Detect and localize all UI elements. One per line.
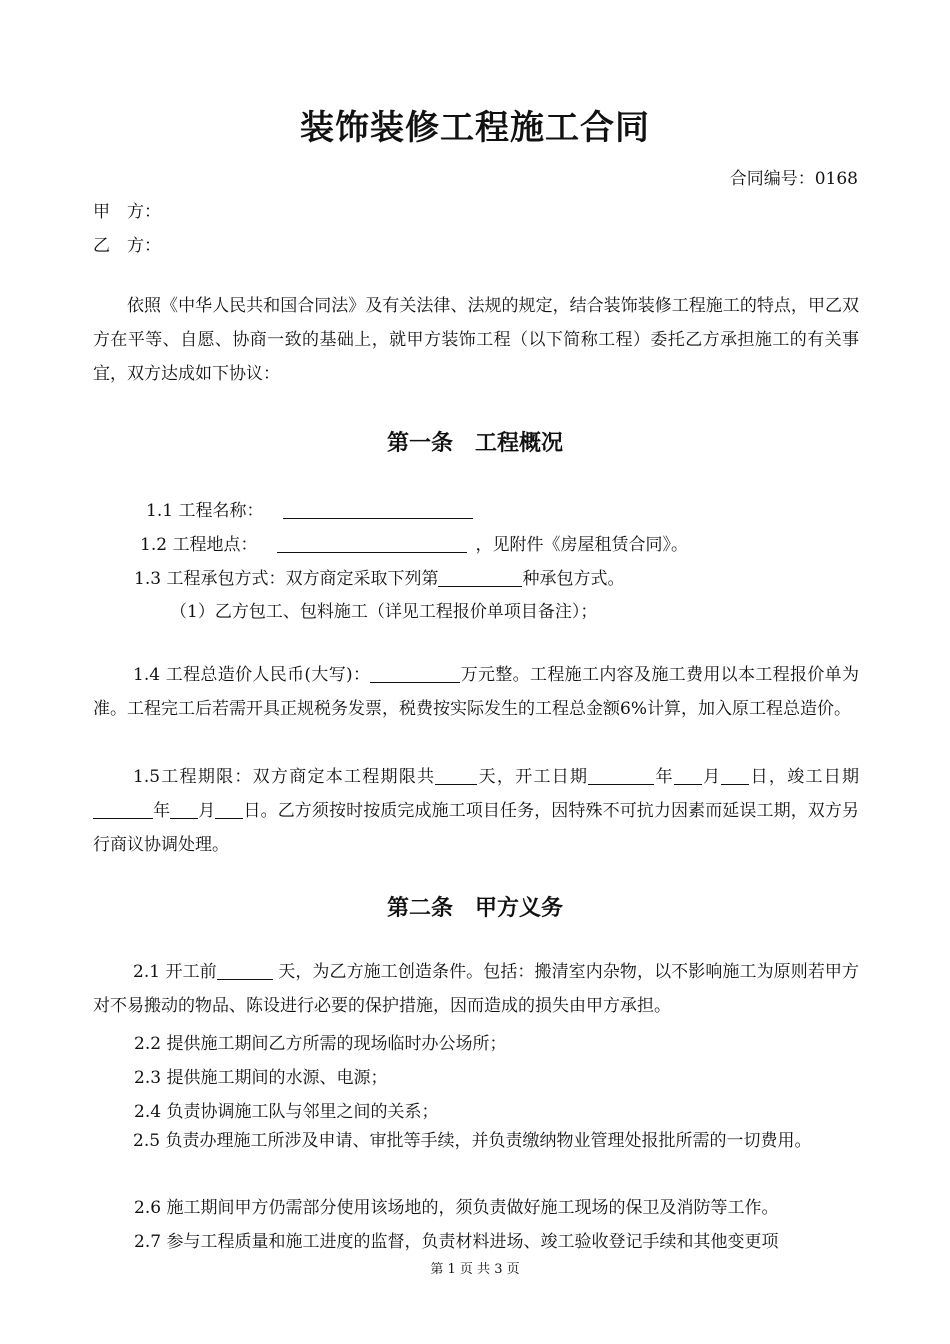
clause-1-5-c: 年 — [654, 767, 674, 787]
clause-2-1-head: 2.1 开工前 — [133, 962, 217, 982]
clause-1-3-option-1: （1）乙方包工、包料施工（详见工程报价单项目备注）； — [170, 602, 598, 622]
start-year-blank — [588, 766, 654, 785]
party-a-label: 甲 方： — [93, 202, 161, 222]
prep-days-blank — [217, 961, 273, 980]
clause-2-5: 2.5 负责办理施工所涉及申请、审批等手续，并负责缴纳物业管理处报批所需的一切费用。 — [133, 1131, 812, 1151]
end-day-blank — [215, 800, 243, 819]
clause-1-4-tail: 万元整。工程施工内容及施工费用以本工程报价单为准。工程完工后若需开具正规税务发票，税费按实际发生的工程总金额6%计算，加入原工程总造价。 — [93, 665, 859, 719]
clause-2-3: 2.3 提供施工期间的水源、电源； — [134, 1068, 388, 1088]
article-1-number: 第一条 — [386, 431, 453, 456]
party-b-label: 乙 方： — [93, 236, 161, 256]
clause-1-2-tail: ，见附件《房屋租赁合同》。 — [475, 535, 688, 555]
clause-1-5-b: 天，开工日期 — [477, 767, 589, 787]
clause-1-3-tail: 种承包方式。 — [522, 569, 625, 589]
clause-1-3 — [134, 564, 624, 589]
clause-1-5-g: 月 — [198, 801, 216, 821]
clause-2-6: 2.6 施工期间甲方仍需部分使用该场地的，须负责做好施工现场的保卫及消防等工作。 — [134, 1198, 779, 1218]
contract-number: 合同编号：0168 — [729, 169, 858, 189]
clause-1-5 — [93, 760, 859, 862]
total-price-blank — [370, 664, 460, 683]
clause-1-5-a: 1.5工程期限：双方商定本工程期限共 — [133, 767, 436, 787]
end-year-blank — [93, 800, 153, 819]
article-2-title: 甲方义务 — [475, 896, 564, 921]
intro-paragraph: 依照《中华人民共和国合同法》及有关法律、法规的规定，结合装饰装修工程施工的特点，甲乙双方在平等、自愿、协商一致的基础上，就甲方装饰工程（以下简称工程）委托乙方承担施工的有关事宜，双方达成如下协议： — [93, 296, 859, 384]
clause-1-4 — [93, 658, 859, 726]
duration-days-blank — [435, 766, 477, 785]
clause-2-2: 2.2 提供施工期间乙方所需的现场临时办公场所； — [134, 1034, 507, 1054]
clause-1-4-head: 1.4 工程总造价人民币(大写)： — [133, 665, 371, 685]
project-location-blank — [277, 534, 467, 553]
clause-1-5-h: 日。乙方须按时按质完成施工项目任务，因特殊不可抗力因素而延误工期，双方另行商议协调处理。 — [93, 801, 860, 855]
page-footer: 第 1 页 共 3 页 — [430, 1262, 520, 1277]
project-name-blank — [283, 500, 473, 519]
clause-1-1 — [146, 496, 473, 521]
clause-1-3-head: 1.3 工程承包方式：双方商定采取下列第 — [134, 569, 439, 589]
clause-2-7: 2.7 参与工程质量和施工进度的监督，负责材料进场、竣工验收登记手续和其他变更项 — [134, 1232, 779, 1252]
article-1-title: 工程概况 — [475, 431, 564, 456]
clause-2-1-tail: 天，为乙方施工创造条件。包括：搬清室内杂物，以不影响施工为原则若甲方对不易搬动的物品、陈设进行必要的保护措施，因而造成的损失由甲方承担。 — [93, 962, 859, 1016]
clause-1-5-e: 日，竣工日期 — [749, 767, 860, 787]
article-2-number: 第二条 — [386, 896, 453, 921]
start-month-blank — [674, 766, 702, 785]
document-title: 装饰装修工程施工合同 — [300, 108, 650, 148]
clause-1-2-label: 1.2 工程地点： — [140, 535, 258, 555]
contract-mode-blank — [438, 568, 522, 587]
article-2-heading — [0, 891, 950, 922]
start-day-blank — [721, 766, 749, 785]
clause-2-1 — [93, 955, 859, 1023]
article-1-heading — [0, 426, 950, 457]
clause-1-1-label: 1.1 工程名称： — [146, 501, 264, 521]
clause-1-5-f: 年 — [153, 801, 171, 821]
clause-2-4: 2.4 负责协调施工队与邻里之间的关系； — [134, 1102, 439, 1122]
clause-1-2 — [140, 530, 688, 555]
end-month-blank — [170, 800, 198, 819]
clause-1-5-d: 月 — [701, 767, 722, 787]
